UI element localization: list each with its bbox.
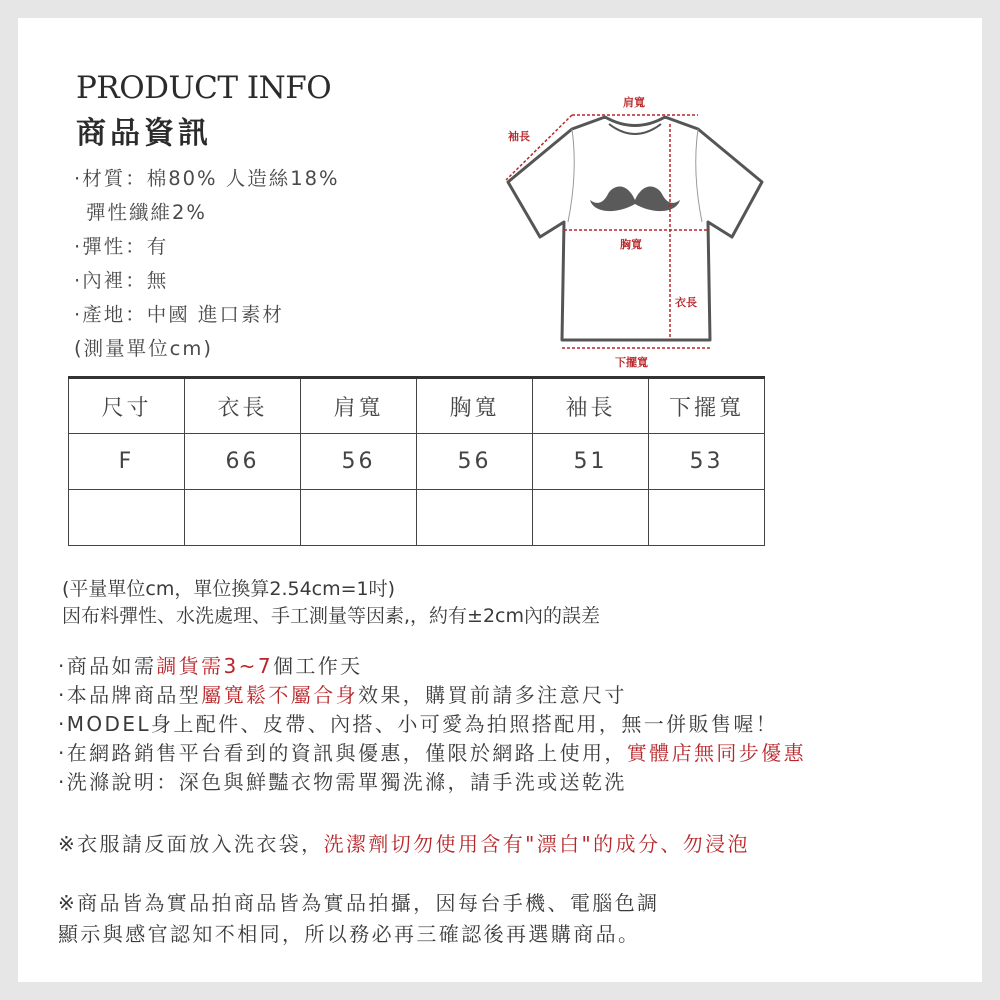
title-english: PRODUCT INFO xyxy=(76,70,332,106)
bullet-washing: ·洗滌說明：深色與鮮豔衣物需單獨洗滌，請手洗或送乾洗 xyxy=(58,770,627,794)
disclaimer-line-1: ※商品皆為實品拍商品皆為實品拍攝，因每台手機、電腦色調 xyxy=(58,891,660,915)
laundry-warning xyxy=(58,828,750,857)
note-tolerance: 因布料彈性、水洗處理、手工測量等因素,，約有±2cm內的誤差 xyxy=(62,605,601,627)
notice-bullets xyxy=(58,652,806,797)
table-row xyxy=(69,434,765,490)
cell-hem: 53 xyxy=(649,434,765,490)
spec-origin: ·產地：中國 進口素材 xyxy=(74,303,284,326)
bullet-online-pre: ·在網路銷售平台看到的資訊與優惠，僅限於網路上使用， xyxy=(58,741,627,765)
bullet-restock-post: 個工作天 xyxy=(272,654,363,678)
spec-list xyxy=(74,162,340,366)
cell-empty xyxy=(417,490,533,546)
measurement-notes xyxy=(62,576,600,630)
spec-unit: (測量單位cm) xyxy=(74,337,213,360)
header-shoulder: 肩寬 xyxy=(301,378,417,434)
bullet-model-accessories: ·MODEL身上配件、皮帶、內搭、小可愛為拍照搭配用，無一併販售喔！ xyxy=(58,712,779,736)
bullet-fit xyxy=(58,681,806,710)
disclaimer-line-2: 顯示與感官認知不相同，所以務必再三確認後再選購商品。 xyxy=(58,922,641,946)
bullet-restock-pre: ·商品如需 xyxy=(58,654,157,678)
title-chinese: 商品資訊 xyxy=(76,116,212,151)
label-sleeve: 袖長 xyxy=(508,130,530,143)
bullet-fit-post: 效果，購買前請多注意尺寸 xyxy=(357,683,627,707)
warning-highlight: 洗潔劑切勿使用含有"漂白"的成分、勿浸泡 xyxy=(323,832,750,856)
bullet-fit-highlight: 屬寬鬆不屬合身 xyxy=(201,683,358,707)
tshirt-diagram xyxy=(470,72,780,372)
bullet-online-highlight: 實體店無同步優惠 xyxy=(626,741,806,765)
header-sleeve: 袖長 xyxy=(533,378,649,434)
color-disclaimer xyxy=(58,888,660,950)
label-length: 衣長 xyxy=(675,296,697,309)
bullet-restock xyxy=(58,652,806,681)
cell-shoulder: 56 xyxy=(301,434,417,490)
bullet-online-offer xyxy=(58,739,806,768)
spec-lining: ·內裡：無 xyxy=(74,269,169,292)
header-size: 尺寸 xyxy=(69,378,185,434)
warning-pre: ※衣服請反面放入洗衣袋， xyxy=(58,832,324,856)
cell-empty xyxy=(185,490,301,546)
size-table xyxy=(68,376,765,546)
cell-empty xyxy=(533,490,649,546)
table-row-empty xyxy=(69,490,765,546)
spec-material: ·材質：棉80% 人造絲18% xyxy=(74,167,340,190)
header-length: 衣長 xyxy=(185,378,301,434)
note-unit: (平量單位cm，單位換算2.54cm=1吋) xyxy=(62,578,396,600)
cell-empty xyxy=(69,490,185,546)
cell-length: 66 xyxy=(185,434,301,490)
spec-elasticity: ·彈性：有 xyxy=(74,235,169,258)
spec-material-cont: 彈性纖維2% xyxy=(86,201,207,224)
header-chest: 胸寬 xyxy=(417,378,533,434)
label-hem: 下擺寬 xyxy=(615,356,648,369)
label-shoulder: 肩寬 xyxy=(623,96,645,109)
cell-empty xyxy=(649,490,765,546)
bullet-restock-highlight: 調貨需3~7 xyxy=(156,654,273,678)
header-hem: 下擺寬 xyxy=(649,378,765,434)
cell-sleeve: 51 xyxy=(533,434,649,490)
cell-size: F xyxy=(69,434,185,490)
cell-chest: 56 xyxy=(417,434,533,490)
bullet-fit-pre: ·本品牌商品型 xyxy=(58,683,202,707)
tshirt-outline xyxy=(508,117,762,340)
cell-empty xyxy=(301,490,417,546)
size-table-header xyxy=(69,378,765,434)
label-chest: 胸寬 xyxy=(620,238,642,251)
